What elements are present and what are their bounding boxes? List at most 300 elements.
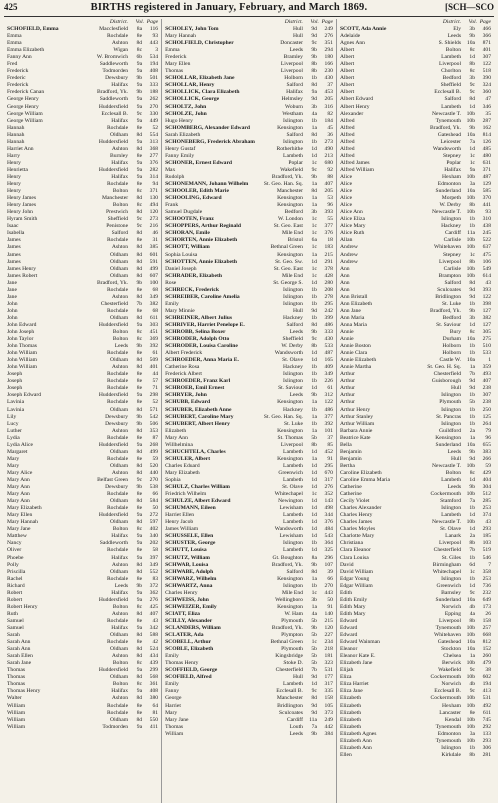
entry-volume: 1a [311,575,317,582]
entry-district: Chesterfield [433,371,461,378]
entry-volume: 10a [466,131,475,138]
entry-volume: 10b [466,674,475,681]
entry-district: Islington [283,138,303,145]
register-entry [340,287,491,294]
entry-volume: 5b [311,632,317,639]
entry-volume: 1b [469,420,475,427]
entry-page: 242 [324,307,333,314]
entry-volume: 8d [136,448,143,455]
entry-page: 181 [324,653,333,660]
entry-name: Henry James [7,202,37,209]
entry-volume: 9a [136,596,143,603]
entry-volume: 8e [136,385,143,392]
entry-name: William [7,723,26,730]
entry-page: 486 [324,321,333,328]
entry-name: Annie Elizabeth [339,357,377,364]
entry-name: James [7,258,21,265]
register-entry [7,618,158,625]
entry-name: James Robert [7,272,38,279]
entry-district: Rochdale [106,33,129,40]
entry-name: Mary [165,709,178,716]
entry-volume: 1d [469,582,475,589]
entry-name: Edith [339,589,353,596]
entry-district: Bolton [112,188,129,195]
entry-district: Kensington [277,427,303,434]
entry-name: Elizabeth Agnes [339,730,377,737]
entry-name: SCHOOLING, Edward [165,195,222,202]
register-entry [340,266,491,273]
entry-volume: 1b [469,392,475,399]
entry-volume: 10a [466,646,475,653]
entry-name: Emma Elizabeth [7,47,45,54]
entry-name: SCHOLLICK, Clara Elizabeth [165,89,240,96]
register-entry [165,378,333,385]
entry-name: George William [7,117,43,124]
index-range: [SCH—SCO [444,2,494,12]
entry-name: Arthur [339,392,355,399]
entry-volume: 1a [311,124,317,131]
entry-district: Bradford, Yk. [429,307,461,314]
register-entry [7,350,158,357]
entry-volume: 8c [469,329,475,336]
entry-district: Kendal [444,716,461,723]
entry-volume: 1d [311,505,317,512]
entry-name: Sarah Ellen [7,653,33,660]
entry-name: George Henry [7,96,39,103]
register-entry [7,378,158,385]
entry-volume: 9b [311,561,317,568]
entry-district: Sheffield [282,336,303,343]
entry-page: 443 [324,589,333,596]
register-entry [7,237,158,244]
entry-name: Sarah Ann [7,646,31,653]
entry-page: 499 [149,265,159,272]
entry-volume: 1b [311,286,317,293]
entry-district: Bridlington [277,702,303,709]
entry-volume: 4a [311,110,317,117]
entry-name: Polly [7,561,19,568]
entry-name: Arthur [339,378,355,385]
entry-volume: 9d [311,709,317,716]
entry-district: Whitehaven [433,244,461,251]
entry-name: Adelaide [339,33,361,40]
entry-district: St. Pancras [436,413,461,420]
entry-volume: 1b [469,744,475,751]
entry-name: Edward [339,617,358,624]
entry-page: 493 [482,371,491,378]
entry-district: Sculcoates [279,709,303,716]
entry-page: 317 [324,681,333,688]
entry-district: Rochdale [106,181,129,188]
entry-volume: 9b [311,329,317,336]
entry-name: Catherine Rosa [165,364,200,371]
entry-page: 512 [482,491,491,498]
entry-district: Stoke D. [283,660,303,667]
entry-volume: 8b [469,202,475,209]
entry-page: 597 [149,519,159,526]
register-entry [7,216,158,223]
entry-volume: 8c [136,188,143,195]
entry-volume: 10b [466,462,475,469]
entry-page: 66 [327,575,333,582]
register-entry [7,625,158,632]
entry-page: 173 [482,603,491,610]
entry-district: Rochdale [106,709,129,716]
register-entry [7,202,158,209]
entry-page: 213 [324,152,333,159]
entry-district: Halifax [444,166,461,173]
entry-volume: 1d [311,357,317,364]
register-entry [340,597,491,604]
entry-page: 26 [485,610,491,617]
register-entry [340,745,491,752]
entry-district: Newcastle T. [432,462,461,469]
entry-page: 305 [482,329,491,336]
column-label-district: District. [284,19,303,25]
entry-district: Hull [292,26,303,32]
entry-page: 385 [149,244,159,251]
entry-name: Henrietta [7,166,28,173]
entry-page: 294 [324,47,333,54]
entry-name: John [7,307,18,314]
entry-name: Annie [339,329,354,336]
entry-name: Edgar William [339,582,373,589]
entry-district: St. Geo. East [273,223,303,230]
entry-district: Oldham [110,131,129,138]
entry-name: SCLATER, Ada [165,632,204,639]
entry-name: Joseph [7,371,23,378]
entry-page: 585 [482,188,491,195]
register-entry [7,181,158,188]
entry-page: 611 [149,314,159,321]
register-entry [165,343,333,350]
entry-name: Joseph [7,378,23,385]
entry-page: 453 [324,89,333,96]
entry-name: Henry [7,173,21,180]
entry-volume: 9a [136,512,143,519]
entry-volume: 9b [311,54,317,61]
entry-volume: 8a [136,26,143,32]
register-entry [7,230,158,237]
register-entry [7,576,158,583]
entry-page: 133 [482,730,491,737]
entry-volume: 8d [136,632,143,639]
entry-district: Lambeth [283,477,303,483]
entry-district: Halifax [286,89,303,96]
entry-page: 428 [324,272,333,279]
entry-page: 266 [482,455,491,462]
entry-name: Edward Wainman [339,639,380,646]
entry-name: SCHROEDER, Franz Karl [165,378,231,385]
register-entry [7,498,158,505]
entry-district: S. Shields [438,40,461,47]
register-entry [165,562,333,569]
entry-page: 215 [324,617,333,624]
register-entry [165,604,333,611]
entry-name: Elijah [339,667,354,674]
entry-page: 494 [149,202,159,209]
entry-name: Albert Henry [339,103,370,110]
entry-page: 812 [482,639,491,646]
entry-volume: 8d [136,498,143,505]
entry-name: Rudolph [165,173,185,180]
register-entry [7,195,158,202]
entry-page: 53 [327,195,333,202]
register-entry [340,33,491,40]
entry-name: SCHONEBERG, Frederick Abraham [165,138,255,145]
entry-district: Halifax [111,117,129,124]
entry-page: 188 [149,89,159,96]
entry-name: Jane [7,286,17,293]
entry-name: SCOFFIELD, George [165,667,218,674]
register-entry [7,463,158,470]
entry-name: SCHWEISS, John [165,596,209,603]
entry-volume: 1b [469,413,475,420]
entry-name: SCHREIBER, Caroline Amelia [165,293,240,300]
entry-district: Halifax [111,624,129,631]
register-entry [165,202,333,209]
register-entry [165,26,333,33]
entry-page: 649 [482,596,491,603]
entry-volume: 9d [469,385,475,392]
entry-name: Hyram Smith [7,216,38,223]
entry-page: 180 [324,54,333,61]
register-entry [340,89,491,96]
entry-district: Oldham [110,251,129,258]
entry-name: Alfred [339,145,355,152]
entry-district: Dewsbury [105,413,129,420]
entry-volume: 1a [311,427,317,434]
entry-volume: 8d [311,568,317,575]
register-entry [7,259,158,266]
register-entry [165,216,333,223]
entry-volume: 7a [469,138,475,145]
entry-district: Gateshead [437,131,461,138]
entry-district: Kensington [277,251,303,258]
register-entry [340,540,491,547]
register-entry [340,75,491,82]
entry-name: Ann Jane [339,307,361,314]
entry-district: Dewsbury [105,484,129,491]
entry-name: Samuel [7,617,24,624]
entry-name: John Joseph [7,329,35,336]
register-entry [340,590,491,597]
entry-volume: 8d [136,561,143,568]
entry-page: 533 [482,350,491,357]
entry-volume: 8e [136,702,143,709]
entry-name: Arthur [339,371,355,378]
entry-district: Leicester [440,138,461,145]
entry-volume: 8d [311,321,317,328]
register-entry [340,512,491,519]
entry-district: Oldham [110,272,129,279]
entry-district: St. Giles [441,554,461,561]
entry-name: Elizabeth Ann [339,744,372,751]
entry-district: Ashton [111,293,129,300]
entry-page: 584 [149,498,159,505]
entry-volume: 8d [136,145,143,152]
entry-district: Kensington [277,195,303,202]
entry-name: William [7,702,26,709]
entry-name: Priscilla [7,568,26,575]
entry-name: Mary Ann [7,491,30,498]
entry-page: 7 [488,561,491,568]
register-entry [7,547,158,554]
entry-district: Rochdale [106,491,129,498]
register-entry [340,54,491,61]
entry-page: 303 [149,321,159,328]
entry-name: Mary Ann [7,477,30,483]
entry-name: Alice Ruth [339,230,365,237]
entry-volume: 9c [311,166,317,173]
entry-volume: 8e [136,455,143,462]
register-entry [340,653,491,660]
entry-page: 349 [149,561,159,568]
entry-page: 264 [482,420,491,427]
entry-name: SCHUMANN, Eileen [165,505,216,512]
entry-volume: 4a [311,610,317,617]
entry-page: 390 [482,75,491,82]
entry-page: 378 [324,265,333,272]
entry-name: John Thomas [7,343,37,350]
register-entry [7,421,158,428]
entry-name: SCHRECK, Frederick [165,286,220,293]
register-entry [165,435,333,442]
register-entry [165,266,333,273]
entry-name: Caroline Elizabeth [339,469,382,476]
entry-volume: 3b [469,26,475,32]
entry-volume: 8c [469,68,475,75]
entry-volume: 9a [136,321,143,328]
entry-name: Alice [339,195,353,202]
entry-page: 614 [482,272,491,279]
entry-page: 501 [149,75,159,82]
entry-volume: 9d [311,96,317,103]
entry-name: SCHRODER, Louisa Caroline [165,343,238,350]
entry-volume: 3b [469,314,475,321]
entry-page: 534 [149,54,159,61]
entry-page: 82 [327,110,333,117]
register-entry [7,118,158,125]
register-entry [7,322,158,329]
entry-name: Mary Alice [7,469,33,476]
entry-page: 680 [324,159,333,166]
entry-page: 276 [149,596,159,603]
entry-name: SCHREINER, Albert Julius [165,314,233,321]
entry-name: Elizabeth [339,723,362,730]
register-entry [7,519,158,526]
register-entry [340,118,491,125]
register-entry [7,371,158,378]
register-entry [7,287,158,294]
entry-page: 358 [482,568,491,575]
register-entry [7,414,158,421]
register-entry [7,470,158,477]
register-entry [165,287,333,294]
entry-page: 281 [482,751,491,758]
entry-volume: 9b [136,484,143,491]
entry-page: 398 [482,300,491,307]
entry-district: St. Olave [282,484,303,491]
entry-district: Helmsley [281,96,303,103]
entry-volume: 1d [311,258,317,265]
register-entry [340,738,491,745]
entry-district: Lambeth [441,477,461,483]
entry-volume: 1a [311,202,317,209]
entry-page: 498 [324,505,333,512]
entry-name: David [339,561,354,568]
entry-name: SCHOFIELD, Emma [7,26,59,32]
column-label-name [165,19,259,26]
column-label-page: Page [146,19,159,25]
entry-district: Greenwich [278,469,303,476]
entry-district: Berwick [442,660,461,667]
entry-page: 226 [324,378,333,385]
register-entry [340,61,491,68]
entry-name: Harry [7,152,21,159]
entry-district: Bolton [112,681,129,688]
entry-volume: 8c [136,202,143,209]
entry-volume: 9c [311,688,317,695]
register-entry [340,378,491,385]
entry-page: 452 [324,448,333,455]
entry-page: 520 [149,462,159,469]
entry-name: Elizabeth [165,427,187,434]
entry-page: 312 [324,392,333,399]
register-entry [7,632,158,639]
register-entry [165,252,333,259]
entry-page: 492 [482,702,491,709]
entry-district: Chorlton [441,68,461,75]
entry-district: Rochdale [106,371,129,378]
entry-page: 362 [149,589,159,596]
register-entry [340,639,491,646]
entry-name: Ann [339,279,350,286]
entry-name: SCHULER, Albert [165,455,211,462]
register-entry [165,54,333,61]
entry-page: 871 [482,40,491,47]
entry-volume: 1a [311,603,317,610]
entry-name: Annie Boston [339,343,371,350]
entry-volume: 8d [136,695,143,702]
entry-volume: 8e [136,181,143,188]
entry-volume: 9d [469,286,475,293]
register-entry [7,477,158,484]
entry-name: Elizabeth [339,695,362,702]
entry-name: Alfred [339,131,355,138]
entry-district: Tynemouth [435,737,461,744]
entry-volume: 7b [136,300,143,307]
register-entry [340,371,491,378]
entry-district: Sunderland [435,188,461,195]
register-entry [7,569,158,576]
entry-volume: 1d [311,462,317,469]
register-entry [165,639,333,646]
entry-name: Ann [339,272,350,279]
entry-district: Lambeth [283,462,303,469]
entry-page: 397 [149,554,159,561]
entry-name: Alice [339,181,353,188]
entry-volume: 9b [311,173,317,180]
column-label-vol: Vol. [468,19,477,25]
entry-volume: 1c [311,223,317,230]
entry-page: 260 [482,653,491,660]
entry-name: William [7,709,26,716]
register-entry [340,449,491,456]
entry-district: Huddersfield [98,441,129,448]
entry-name: Henry Jacob [165,519,194,526]
register-entry [340,604,491,611]
